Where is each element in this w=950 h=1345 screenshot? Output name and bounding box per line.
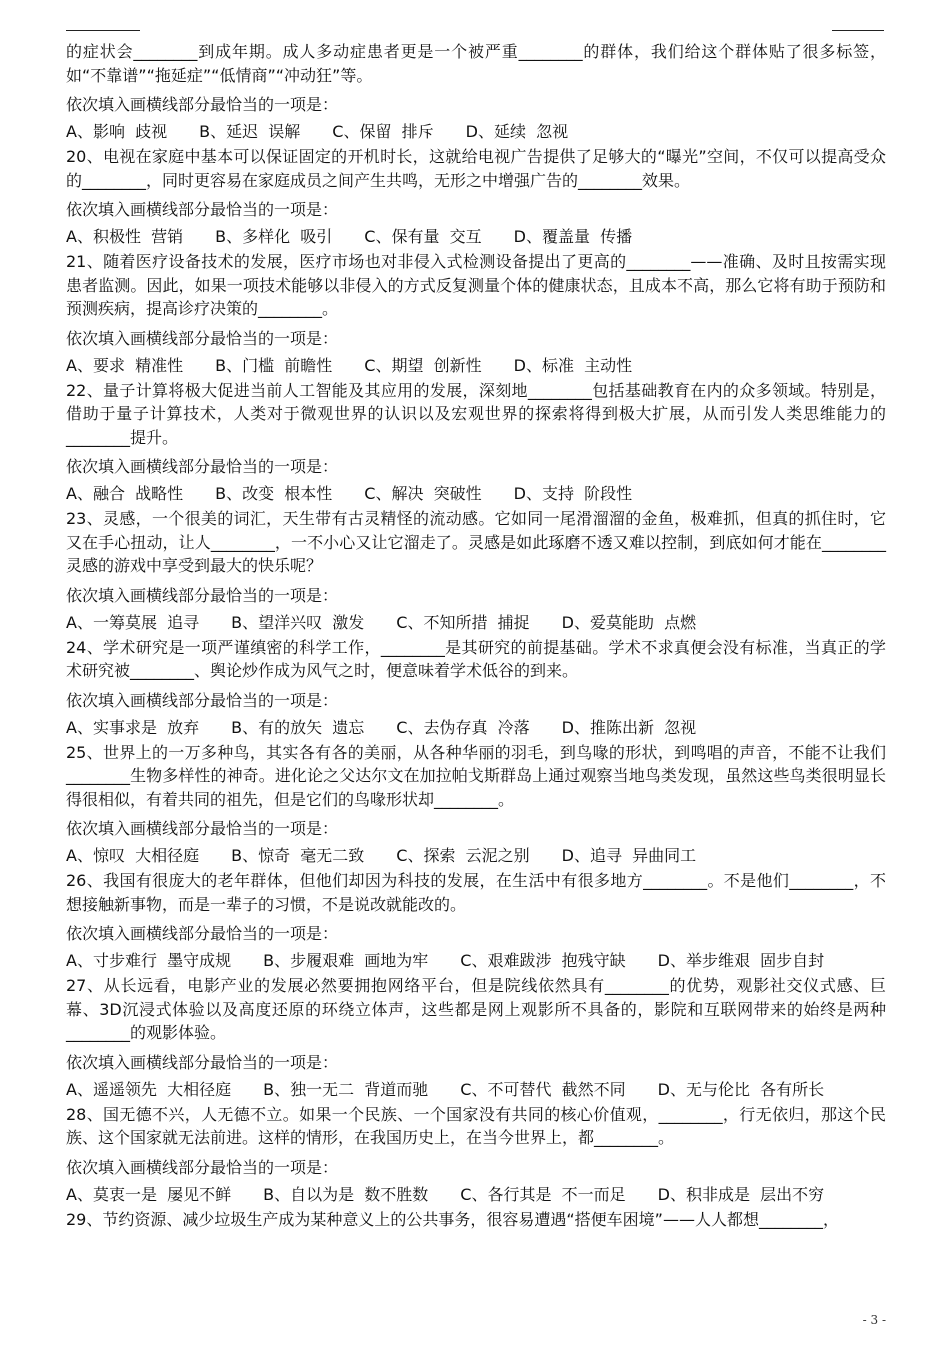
question-prompt: 依次填入画横线部分最恰当的一项是： — [66, 924, 339, 943]
question-block — [66, 974, 886, 1100]
option-a: A、莫衷一是 屡见不鲜 — [66, 1184, 232, 1204]
option-row — [66, 227, 886, 247]
option-c: C、不知所措 捕捉 — [396, 612, 530, 632]
question-block — [66, 1208, 886, 1232]
option-b: B、改变 根本性 — [215, 484, 333, 503]
option-d: D、延续 忽视 — [465, 122, 569, 141]
option-c: C、探索 云泥之别 — [396, 846, 530, 865]
question-prompt: 依次填入画横线部分最恰当的一项是： — [66, 1052, 339, 1072]
option-b: B、步履艰难 画地为牢 — [263, 951, 429, 970]
option-c: C、解决 突破性 — [364, 484, 482, 503]
option-d: D、推陈出新 忽视 — [561, 717, 697, 737]
question-block — [66, 507, 886, 633]
option-b: B、独一无二 背道而驰 — [263, 1079, 429, 1099]
option-a: A、积极性 营销 — [66, 227, 184, 246]
option-b: B、门槛 前瞻性 — [215, 355, 333, 375]
question-stem: 27、从长远看，电影产业的发展必然要拥抱网络平台，但是院线依然具有________的优势，观影社交仪式感、巨幕、3D沉浸式体验以及高度还原的环绕立体声，这些都是网上观影所不具备的，影院和互联网带来的始终是两种________的观影体验。 — [66, 976, 886, 1042]
question-prompt: 依次填入画横线部分最恰当的一项是： — [66, 328, 339, 348]
header-rule-left — [66, 30, 140, 31]
option-b: B、延迟 误解 — [199, 122, 301, 141]
question-stem: 25、世界上的一万多种鸟，其实各有各的美丽，从各种华丽的羽毛，到鸟喙的形状，到鸣唱的声音，不能不让我们________生物多样性的神奇。进化论之父达尔文在加拉帕戈斯群岛上通过观察当地鸟类发现，虽然这些鸟类很明显长得很相似，有着共同的祖先，但是它们的鸟喙形状却________。 — [66, 742, 886, 809]
option-a: A、融合 战略性 — [66, 484, 184, 503]
question-stem: 24、学术研究是一项严谨缜密的科学工作，________是其研究的前提基础。学术不求真便会没有标准，当真正的学术研究被________、舆论炒作成为风气之时，便意味着学术低谷的到来。 — [66, 637, 886, 680]
option-a: A、一筹莫展 追寻 — [66, 612, 200, 632]
question-stem: 的症状会________到成年期。成人多动症患者更是一个被严重________的群体，我们给这个群体贴了很多标签，如“不靠谱”“拖延症”“低情商”“冲动狂”等。 — [66, 42, 886, 85]
option-d: D、覆盖量 传播 — [513, 227, 633, 246]
option-c: C、保有量 交互 — [364, 227, 482, 246]
option-row — [66, 1080, 886, 1100]
option-c: C、期望 创新性 — [364, 355, 482, 375]
question-prompt: 依次填入画横线部分最恰当的一项是： — [66, 95, 339, 114]
option-row — [66, 613, 886, 633]
question-block — [66, 1103, 886, 1205]
option-c: C、保留 排斥 — [332, 122, 434, 141]
question-stem: 20、电视在家庭中基本可以保证固定的开机时长，这就给电视广告提供了足够大的“曝光”空间，不仅可以提高受众的________，同时更容易在家庭成员之间产生共鸣，无形之中增强广告的________效果。 — [66, 147, 886, 190]
option-row — [66, 356, 886, 376]
option-d: D、举步维艰 固步自封 — [657, 951, 825, 970]
option-b: B、望洋兴叹 激发 — [231, 612, 365, 632]
header-rule-right — [832, 30, 884, 31]
option-b: B、多样化 吸引 — [215, 227, 333, 246]
question-prompt: 依次填入画横线部分最恰当的一项是： — [66, 690, 339, 710]
option-a: A、实事求是 放弃 — [66, 717, 200, 737]
option-a: A、影响 歧视 — [66, 122, 168, 141]
option-c: C、艰难跋涉 抱残守缺 — [460, 951, 626, 970]
question-block — [66, 869, 886, 971]
option-b: B、自以为是 数不胜数 — [263, 1184, 429, 1204]
option-d: D、支持 阶段性 — [513, 484, 633, 503]
question-block — [66, 379, 886, 505]
question-stem: 28、国无德不兴，人无德不立。如果一个民族、一个国家没有共同的核心价值观，________，行无依归，那这个民族、这个国家就无法前进。这样的情形，在我国历史上，在当今世界上，都________。 — [66, 1104, 886, 1147]
question-stem: 22、量子计算将极大促进当前人工智能及其应用的发展，深刻地________包括基础教育在内的众多领域。特别是，借助于量子计算技术，人类对于微观世界的认识以及宏观世界的探索将得到极大扩展，从而引发人类思维能力的________提升。 — [66, 380, 886, 447]
option-a: A、寸步难行 墨守成规 — [66, 951, 232, 970]
option-a: A、惊叹 大相径庭 — [66, 846, 200, 865]
option-row — [66, 484, 886, 504]
option-row — [66, 718, 886, 738]
question-block — [66, 250, 886, 376]
option-c: C、去伪存真 冷落 — [396, 717, 530, 737]
question-prompt: 依次填入画横线部分最恰当的一项是： — [66, 585, 339, 605]
question-stem: 21、随着医疗设备技术的发展，医疗市场也对非侵入式检测设备提出了更高的________——准确、及时且按需实现患者监测。因此，如果一项技术能够以非侵入的方式反复测量个体的健康状态，且成本不高，那么它将有助于预防和预测疾病，提高诊疗决策的________。 — [66, 252, 886, 318]
option-row — [66, 951, 886, 971]
option-a: A、要求 精准性 — [66, 355, 184, 375]
question-prompt: 依次填入画横线部分最恰当的一项是： — [66, 200, 339, 219]
question-stem: 29、节约资源、减少垃圾生产成为某种意义上的公共事务，很容易遭遇“搭便车困境”——人人都想________， — [66, 1209, 839, 1229]
option-row — [66, 1185, 886, 1205]
option-d: D、追寻 异曲同工 — [561, 846, 697, 865]
page-number: - 3 - — [862, 1313, 886, 1327]
question-block — [66, 145, 886, 247]
option-d: D、爱莫能助 点燃 — [561, 612, 697, 632]
option-b: B、惊奇 毫无二致 — [231, 846, 365, 865]
question-block — [66, 741, 886, 867]
option-d: D、无与伦比 各有所长 — [657, 1079, 825, 1099]
question-prompt: 依次填入画横线部分最恰当的一项是： — [66, 819, 339, 838]
option-row — [66, 846, 886, 866]
option-d: D、标准 主动性 — [513, 355, 633, 375]
option-d: D、积非成是 层出不穷 — [657, 1184, 825, 1204]
question-prompt: 依次填入画横线部分最恰当的一项是： — [66, 1157, 339, 1177]
question-list — [66, 40, 886, 1231]
option-c: C、各行其是 不一而足 — [460, 1184, 626, 1204]
question-prompt: 依次填入画横线部分最恰当的一项是： — [66, 457, 339, 476]
question-stem: 26、我国有很庞大的老年群体，但他们却因为科技的发展，在生活中有很多地方________。不是他们________，不想接触新事物，而是一辈子的习惯，不是说改就能改的。 — [66, 871, 886, 914]
question-stem: 23、灵感，一个很美的词汇，天生带有古灵精怪的流动感。它如同一尾滑溜溜的金鱼，极难抓，但真的抓住时，它又在手心扭动，让人________，一不小心又让它溜走了。灵感是如此琢磨不透又难以控制，到底如何才能在________灵感的游戏中享受到最大的快乐呢？ — [66, 509, 886, 575]
question-block — [66, 636, 886, 738]
question-block — [66, 40, 886, 142]
option-row — [66, 122, 886, 142]
option-b: B、有的放矢 遗忘 — [231, 717, 365, 737]
option-a: A、遥遥领先 大相径庭 — [66, 1079, 232, 1099]
option-c: C、不可替代 截然不同 — [460, 1079, 626, 1099]
